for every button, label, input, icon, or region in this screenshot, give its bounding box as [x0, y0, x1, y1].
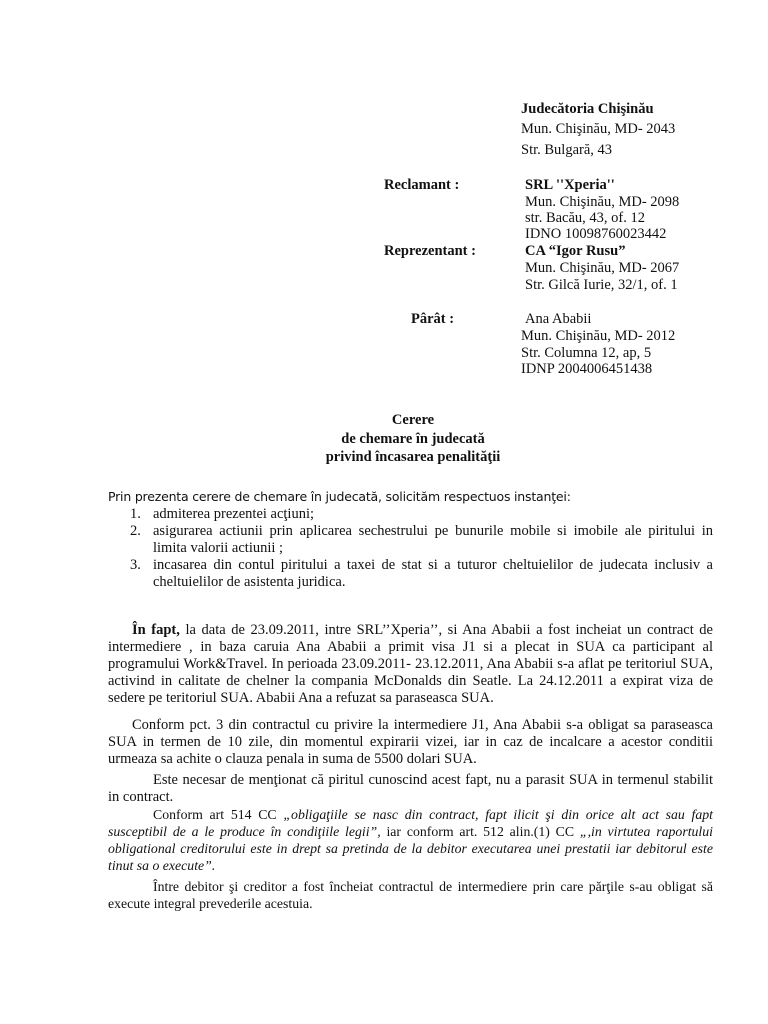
plaintiff-name: SRL ''Xperia'': [525, 177, 615, 193]
document-title-line2: de chemare în judecată: [341, 431, 485, 447]
representative-name: CA “Igor Rusu”: [525, 243, 626, 259]
facts-paragraph-4: [108, 806, 713, 874]
intro-text: Prin prezenta cerere de chemare în judecată, solicităm respectuos instanţei:: [108, 489, 571, 504]
requests-list: [108, 506, 713, 591]
plaintiff-street: str. Bacău, 43, of. 12: [525, 210, 646, 226]
document-title-line1: Cerere: [391, 412, 435, 428]
representative-street: Str. Gilcă Iurie, 32/1, of. 1: [525, 277, 678, 293]
court-street: Str. Bulgară, 43: [521, 142, 613, 158]
list-item-text: admiterea prezentei acţiuni;: [153, 506, 315, 522]
list-item: [108, 557, 713, 591]
facts-paragraph-3: Este necesar de menţionat că piritul cunoscind acest fapt, nu a parasit SUA in termenul stabilit in contract.: [108, 772, 713, 805]
list-item-text: incasarea din contul piritului a taxei de stat si a tuturor cheltuielilor de judecata inclusiv a cheltuielilor de asistenta juridica.: [153, 557, 713, 590]
facts-text-1: la data de 23.09.2011, intre SRL’’Xperia’’, si Ana Ababii a fost incheiat un contract de intermediere , in baza caruia Ana Ababii a primit visa J1 si a plecat in SUA ca participant al programului Work&Travel. In perioada 23.09.2011- 23.12.2011, Ana Ababii s-a aflat pe teritoriul SUA, activind in calitate de chelner la compania McDonalds din Seatle. La 24.12.2011 a expirat viza de sedere pe teritoriul SUA. Ababii Ana a refuzat sa paraseasca SUA.: [108, 622, 713, 706]
facts-paragraph-1: [108, 622, 713, 707]
facts-text-4b: iar conform art. 512 alin.(1) CC: [380, 824, 580, 839]
quote-art-512: „,in virtutea raportului obligational creditorului este in drept sa pretinda de la debitor executarea unei prestatii iar debitorul este tinut sa o execute”.: [108, 824, 713, 873]
court-name: Judecătoria Chişinău: [521, 101, 654, 117]
list-item-number: 1.: [130, 506, 141, 522]
list-item-number: 3.: [130, 557, 141, 573]
representative-label: Reprezentant :: [384, 243, 476, 259]
facts-lead: În fapt,: [132, 622, 180, 638]
defendant-idnp: IDNP 2004006451438: [521, 361, 653, 377]
defendant-name: Ana Ababii: [525, 311, 592, 327]
facts-text-4a: Conform art 514 CC: [153, 807, 284, 822]
facts-paragraph-5: Între debitor şi creditor a fost încheiat contractul de intermediere prin care părţile s-au obligat să execute integral prevederile acestuia.: [108, 879, 713, 911]
list-item: [108, 506, 713, 523]
plaintiff-label: Reclamant :: [384, 177, 460, 193]
defendant-city: Mun. Chişinău, MD- 2012: [521, 328, 676, 344]
court-city: Mun. Chişinău, MD- 2043: [521, 121, 676, 137]
document-title-line3: privind încasarea penalităţii: [325, 449, 501, 465]
quote-art-514: „obligaţiile se nasc din contract, fapt ilicit şi din orice alt act sau fapt susceptibil de a le produce în condiţiile legii”,: [108, 807, 713, 839]
list-item-number: 2.: [130, 523, 141, 539]
plaintiff-city: Mun. Chişinău, MD- 2098: [525, 194, 680, 210]
defendant-street: Str. Columna 12, ap, 5: [521, 345, 652, 361]
facts-paragraph-2: Conform pct. 3 din contractul cu privire la intermediere J1, Ana Ababii s-a obligat sa paraseasca SUA in termen de 10 zile, din momentul expirarii vizei, iar in caz de incalcare a acestor conditii urmeaza sa achite o clauza penala in suma de 5500 dolari SUA.: [108, 717, 713, 767]
list-item: [108, 523, 713, 557]
list-item-text: asigurarea actiunii prin aplicarea sechestrului pe bunurile mobile si imobile ale piritului in limita valorii actiunii ;: [153, 523, 713, 556]
plaintiff-idno: IDNO 10098760023442: [525, 226, 667, 242]
representative-city: Mun. Chişinău, MD- 2067: [525, 260, 680, 276]
defendant-label: Pârât :: [411, 311, 455, 327]
